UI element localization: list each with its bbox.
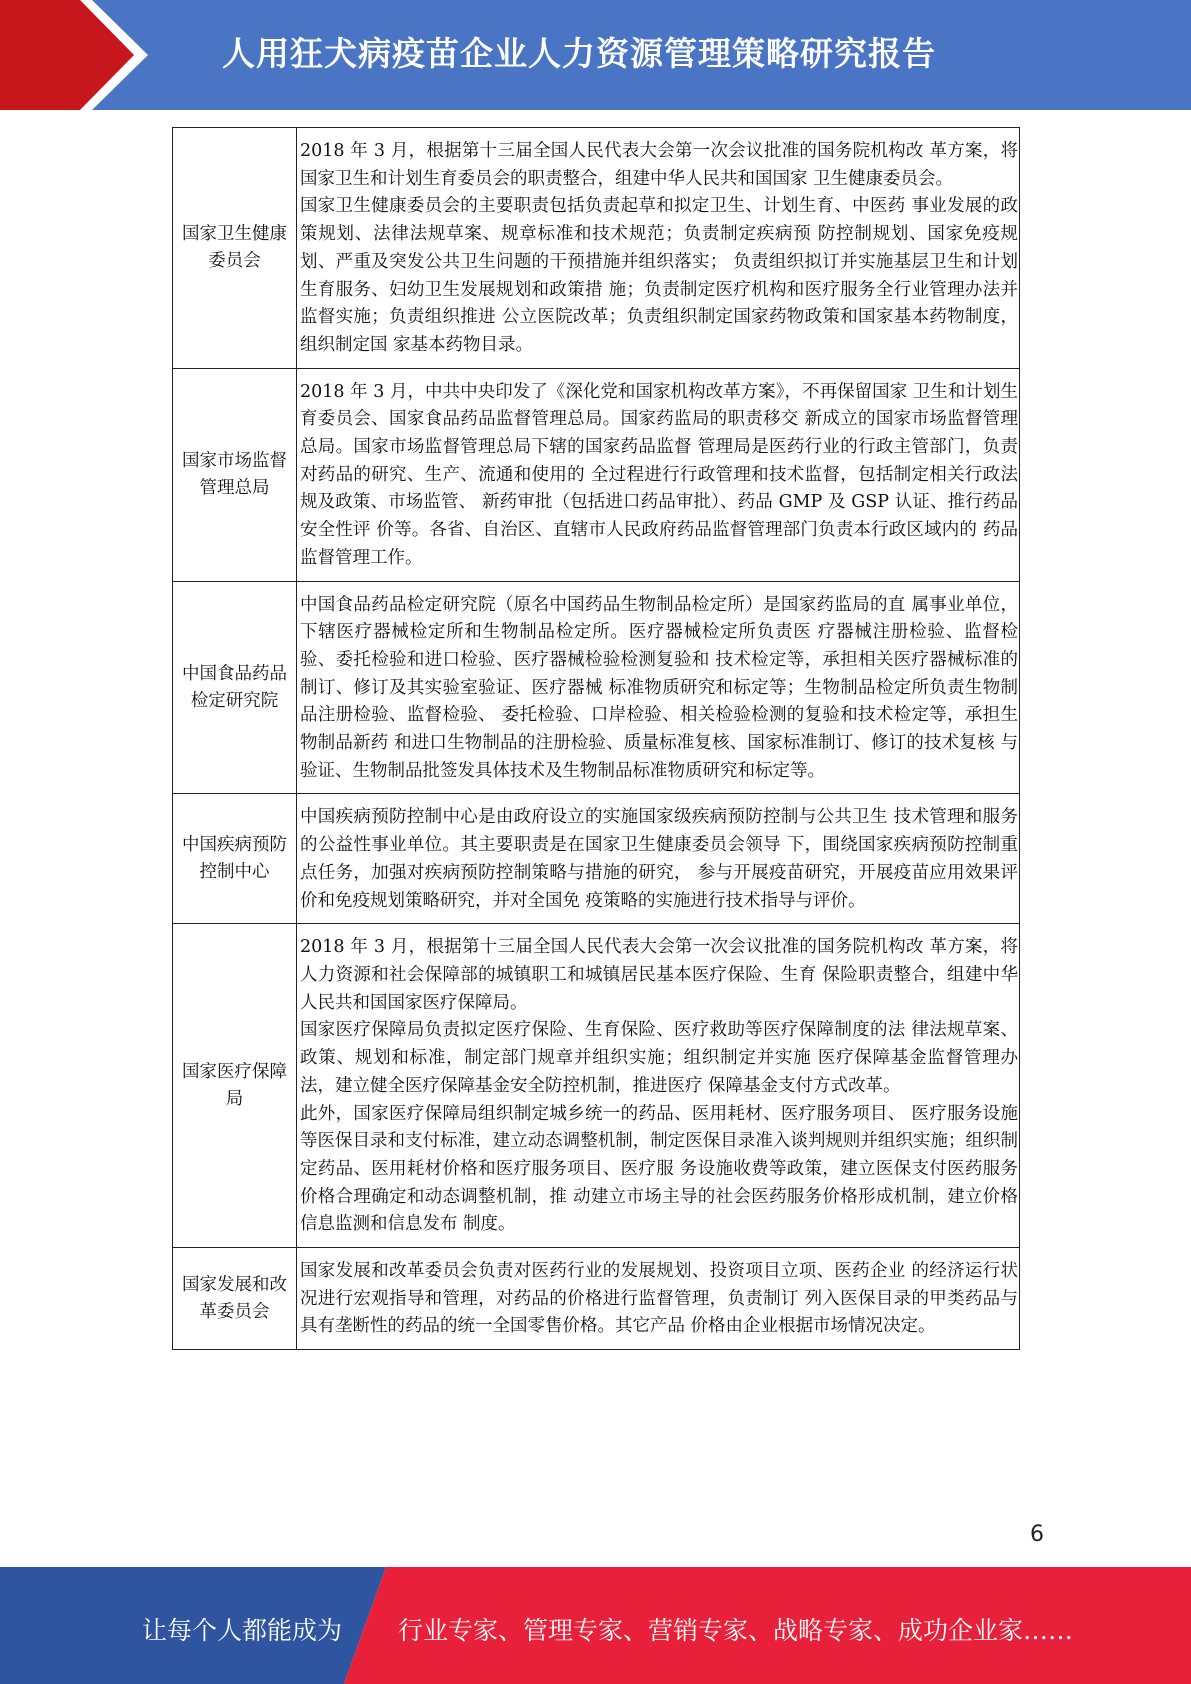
description-paragraph: 2018 年 3 月，中共中央印发了《深化党和国家机构改革方案》，不再保留国家 卫生和计划生育委员会、国家食品药品监督管理总局。国家药监局的职责移交 新成立的国家市场监督管理总局。国家市场监督管理总局下辖的国家药品监督 管理局是医药行业的行政主管部门，负责对药品的研究、生产、流通和使用的 全过程进行行政管理和技术监督，包括制定相关行政法规及政策、市场监管、 新药审批（包括进口药品审批）、药品 GMP 及 GSP 认证、推行药品安全性评 价等。各省、自治区、直辖市人民政府药品监督管理部门负责本行政区域内的 药品监督管理工作。	[300, 381, 1018, 568]
row-label-cell: 国家发展和改革委员会	[173, 1248, 297, 1350]
description-paragraph: 2018 年 3 月，根据第十三届全国人民代表大会第一次会议批准的国务院机构改 革方案，将国家卫生和计划生育委员会的职责整合，组建中华人民共和国国家 卫生健康委员会。	[300, 141, 1018, 189]
description-paragraph: 2018 年 3 月，根据第十三届全国人民代表大会第一次会议批准的国务院机构改 革方案，将人力资源和社会保障部的城镇职工和城镇居民基本医疗保险、生育 保险职责整合，组建中华人民共和国国家医疗保障局。	[300, 937, 1018, 1013]
row-label-cell: 国家市场监督管理总局	[173, 368, 297, 581]
row-label-cell: 国家卫生健康委员会	[173, 128, 297, 369]
row-description-cell	[297, 128, 1020, 369]
row-description-cell	[297, 368, 1020, 581]
description-paragraph: 国家卫生健康委员会的主要职责包括负责起草和拟定卫生、计划生育、中医药 事业发展的政策规划、法律法规草案、规章标准和技术规范；负责制定疾病预 防控制规划、国家免疫规划、严重及突发公共卫生问题的干预措施并组织落实； 负责组织拟订并实施基层卫生和计划生育服务、妇幼卫生发展规划和政策措 施；负责制定医疗机构和医疗服务全行业管理办法并监督实施；负责组织推进 公立医院改革；负责组织制定国家药物政策和国家基本药物制度，组织制定国 家基本药物目录。	[300, 196, 1018, 355]
row-description-cell	[297, 924, 1020, 1248]
description-paragraph: 国家发展和改革委员会负责对医药行业的发展规划、投资项目立项、医药企业 的经济运行状况进行宏观指导和管理，对药品的价格进行监督管理，负责制订 列入医保目录的甲类药品与具有垄断性的药品的统一全国零售价格。其它产品 价格由企业根据市场情况决定。	[300, 1261, 1018, 1337]
description-paragraph: 中国疾病预防控制中心是由政府设立的实施国家级疾病预防控制与公共卫生 技术管理和服务的公益性事业单位。其主要职责是在国家卫生健康委员会领导 下，围绕国家疾病预防控制重点任务，加强对疾病预防控制策略与措施的研究， 参与开展疫苗研究，开展疫苗应用效果评价和免疫规划策略研究，并对全国免 疫策略的实施进行技术指导与评价。	[300, 807, 1018, 911]
table-row	[173, 924, 1020, 1248]
page-header	[0, 0, 1191, 110]
footer-slogan-right: 行业专家、管理专家、营销专家、战略专家、成功企业家……	[398, 1616, 1074, 1645]
table-row	[173, 368, 1020, 581]
row-label-cell: 中国食品药品检定研究院	[173, 581, 297, 794]
description-paragraph: 国家医疗保障局负责拟定医疗保险、生育保险、医疗救助等医疗保障制度的法 律法规草案、政策、规划和标准，制定部门规章并组织实施；组织制定并实施 医疗保障基金监督管理办法，建立健全医疗保障基金安全防控机制，推进医疗 保障基金支付方式改革。	[300, 1020, 1018, 1096]
table-row	[173, 128, 1020, 369]
table-row	[173, 794, 1020, 924]
table-row	[173, 581, 1020, 794]
row-description-cell	[297, 1248, 1020, 1350]
row-description-cell	[297, 794, 1020, 924]
row-label-cell: 中国疾病预防控制中心	[173, 794, 297, 924]
footer-slogan-left: 让每个人都能成为	[142, 1616, 343, 1645]
organization-table	[172, 127, 1020, 1350]
document-title: 人用狂犬病疫苗企业人力资源管理策略研究报告	[222, 34, 936, 73]
row-description-cell	[297, 581, 1020, 794]
description-paragraph: 中国食品药品检定研究院（原名中国药品生物制品检定所）是国家药监局的直 属事业单位，下辖医疗器械检定所和生物制品检定所。医疗器械检定所负责医 疗器械注册检验、监督检验、委托检验和进口检验、医疗器械检验检测复验和 技术检定等，承担相关医疗器械标准的制订、修订及其实验室验证、医疗器械 标准物质研究和标定等；生物制品检定所负责生物制品注册检验、监督检验、 委托检验、口岸检验、相关检验检测的复验和技术检定等，承担生物制品新药 和进口生物制品的注册检验、质量标准复核、国家标准制订、修订的技术复核 与验证、生物制品批签发具体技术及生物制品标准物质研究和标定等。	[300, 594, 1018, 781]
page-footer	[0, 1567, 1191, 1684]
row-label-cell: 国家医疗保障局	[173, 924, 297, 1248]
description-paragraph: 此外，国家医疗保障局组织制定城乡统一的药品、医用耗材、医疗服务项目、 医疗服务设施等医保目录和支付标准，建立动态调整机制，制定医保目录准入谈判规则并组织实施；组织制定药品、医用耗材价格和医疗服务项目、医疗服 务设施收费等政策，建立医保支付医药服务价格合理确定和动态调整机制，推 动建立市场主导的社会医药服务价格形成机制，建立价格信息监测和信息发布 制度。	[300, 1103, 1018, 1235]
table-row	[173, 1248, 1020, 1350]
page-number: 6	[1030, 1522, 1044, 1547]
